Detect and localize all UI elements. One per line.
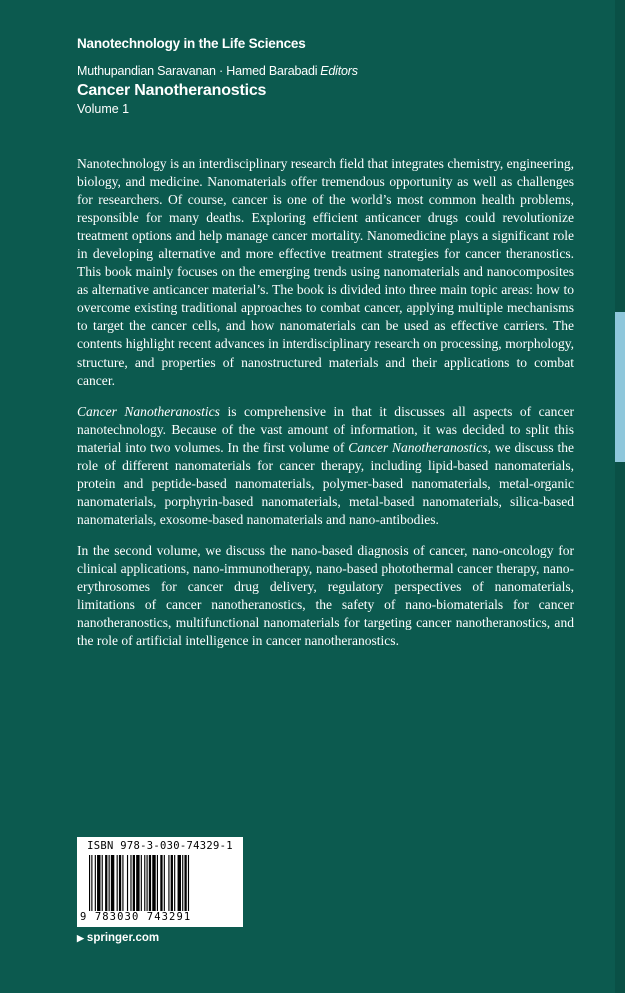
- barcode-bar: [182, 855, 183, 911]
- barcode-bar: [111, 855, 114, 911]
- barcode-bar: [188, 855, 189, 911]
- blurb-text: is comprehensive in that it discusses all aspects of cancer nanotechnology. Because of the vast amount of information, it was decided to split this material into two volumes. In the first volume of: [77, 403, 574, 455]
- arrow-right-icon: ▶: [77, 933, 84, 943]
- barcode-bar: [178, 855, 181, 911]
- spine-color-tab: [615, 312, 625, 462]
- editors-line: [77, 64, 597, 78]
- barcode-bar: [144, 855, 145, 911]
- barcode-bar: [97, 855, 100, 911]
- barcode-bar: [127, 855, 128, 911]
- book-title: Cancer Nanotheranostics: [77, 82, 267, 99]
- series-title: Nanotechnology in the Life Sciences: [77, 36, 306, 51]
- barcode-bar: [168, 855, 169, 911]
- isbn-barcode: [77, 837, 243, 927]
- barcode-bar: [149, 855, 151, 911]
- spine-edge: [615, 0, 625, 993]
- barcode-bar: [117, 855, 118, 911]
- barcode-bar: [147, 855, 148, 911]
- barcode-bar: [130, 855, 131, 911]
- editor-names: Muthupandian Saravanan · Hamed Barabadi: [77, 64, 318, 78]
- blurb-text: , we discuss the role of different nanomaterials for cancer therapy, including lipid-based nanomaterials, protein and peptide-based nanomaterials, polymer-based nanomaterials, metal-organic nanomaterials, porphyrin-based nanomaterials, metal-based nanomaterials, silica-based nanomaterials, exosome-based nanomaterials and nano-antibodies.: [77, 439, 574, 527]
- barcode-bar: [122, 855, 123, 911]
- cover-header: [77, 36, 597, 116]
- barcode-bar: [171, 855, 173, 911]
- barcode-bar: [164, 855, 165, 911]
- barcode-bar: [160, 855, 162, 911]
- barcode-bar: [157, 855, 158, 911]
- barcode-bar: [102, 855, 103, 911]
- barcode-bar: [91, 855, 92, 911]
- barcode-bar: [136, 855, 139, 911]
- barcode-bar: [133, 855, 135, 911]
- barcode-bar: [89, 855, 90, 911]
- barcode-bar: [184, 855, 186, 911]
- blurb: [77, 155, 574, 663]
- barcode-bars: [89, 855, 231, 911]
- barcode-bar: [105, 855, 107, 911]
- barcode-digits: 9 783030 743291: [80, 911, 192, 923]
- book-title-italic: Cancer Nanotheranostics: [77, 403, 220, 419]
- blurb-paragraph-2: [77, 403, 574, 529]
- publisher-link[interactable]: [77, 932, 159, 944]
- editors-role: Editors: [320, 64, 358, 78]
- barcode-bar: [174, 855, 175, 911]
- isbn-label: ISBN 978-3-030-74329-1: [87, 840, 233, 852]
- book-title-italic: Cancer Nanotheranostics: [348, 439, 488, 455]
- publisher-url: springer.com: [86, 932, 160, 944]
- barcode-bar: [141, 855, 142, 911]
- barcode-bar: [152, 855, 155, 911]
- barcode-bar: [119, 855, 121, 911]
- barcode-bar: [109, 855, 110, 911]
- blurb-paragraph-3: In the second volume, we discuss the nano-based diagnosis of cancer, nano-oncology for clinical applications, nano-immunotherapy, nano-based photothermal cancer therapy, nano-erythrosomes for cancer drug delivery, regulatory perspectives of nanomaterials, limitations of cancer nanotheranostics, the safety of nano-biomaterials for cancer nanotheranostics, multifunctional nanomaterials for targeting cancer nanotheranostics, and the role of artificial intelligence in cancer nanotheranostics.: [77, 542, 574, 649]
- volume-label: Volume 1: [77, 102, 130, 116]
- blurb-paragraph-1: Nanotechnology is an interdisciplinary research field that integrates chemistry, engineering, biology, and medicine. Nanomaterials offer tremendous opportunity as well as challenges for researchers. Of course, cancer is one of the world’s most common health problems, responsible for many deaths. Exploring efficient anticancer drugs could revolutionize treatment options and help manage cancer mortality. Nanomedicine plays a significant role in developing alternative and more effective treatment strategies for cancer theranostics. This book mainly focuses on the emerging trends using nanomaterials and nanocomposites as alternative anticancer material’s. The book is divided into three main topic areas: how to overcome existing traditional approaches to combat cancer, applying multiple mechanisms to target the cancer cells, and how nanomaterials can be used as effective carriers. The contents highlight recent advances in interdisciplinary research on processing, morphology, structure, and properties of nanostructured materials and their applications to combat cancer.: [77, 156, 574, 388]
- barcode-bar: [95, 855, 96, 911]
